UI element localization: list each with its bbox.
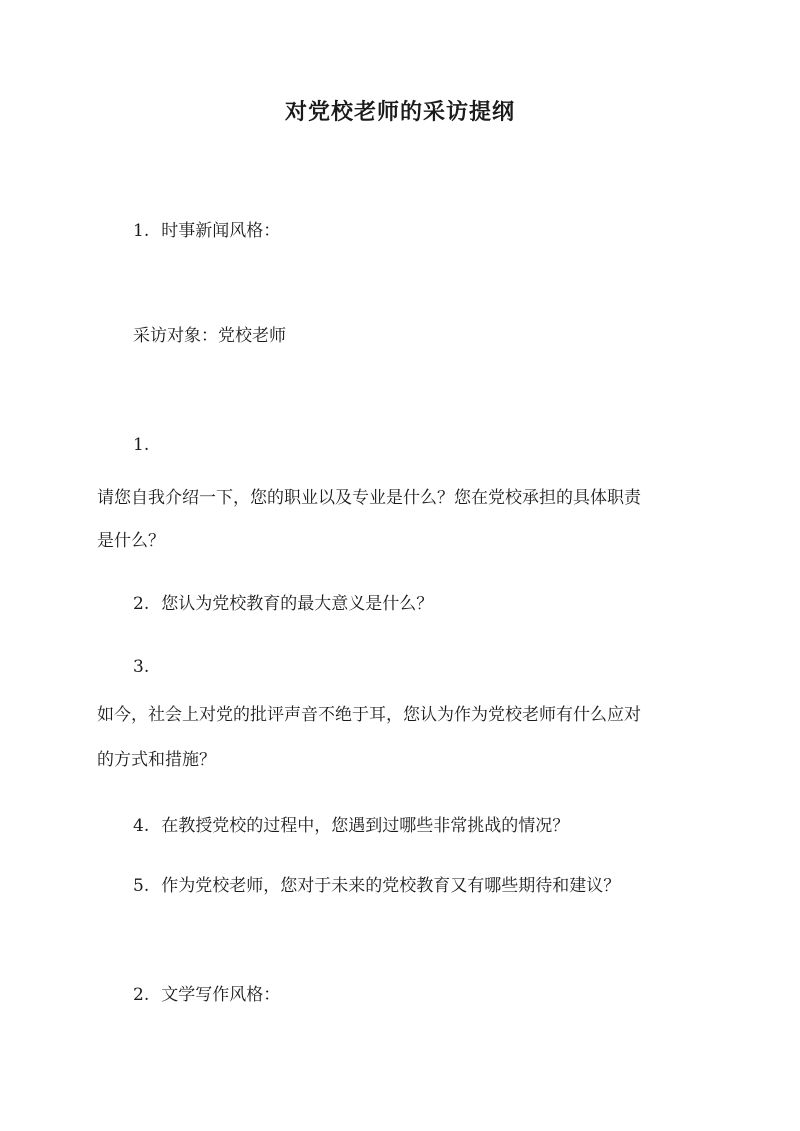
section-heading-literary [133,982,280,1008]
question-2 [133,591,433,617]
document-title: 对党校老师的采访提纲 [284,99,515,125]
question-number: 4. [133,816,150,836]
question-number: 2. [133,594,150,614]
question-number: 5. [133,876,150,896]
question-4 [133,813,569,839]
question-1-number: 1. [133,435,150,455]
section-number: 1. [133,221,150,241]
section-heading-text: 文学写作风格： [161,985,281,1005]
interviewee-line: 采访对象：党校老师 [133,326,286,346]
question-1-line-1: 请您自我介绍一下，您的职业以及专业是什么？您在党校承担的具体职责 [97,488,641,508]
section-heading-text: 时事新闻风格： [161,221,281,241]
question-text: 您认为党校教育的最大意义是什么？ [161,594,434,614]
question-3-line-2: 的方式和措施？ [97,750,216,770]
section-number: 2. [133,985,150,1005]
question-text: 作为党校老师，您对于未来的党校教育又有哪些期待和建议？ [161,876,621,896]
question-3-number: 3. [133,657,150,677]
section-heading-news [133,218,280,244]
question-3-line-1: 如今，社会上对党的批评声音不绝于耳，您认为作为党校老师有什么应对 [97,705,641,725]
question-text: 在教授党校的过程中，您遇到过哪些非常挑战的情况？ [161,816,570,836]
question-5 [133,873,620,899]
question-1-line-2: 是什么？ [97,531,165,551]
